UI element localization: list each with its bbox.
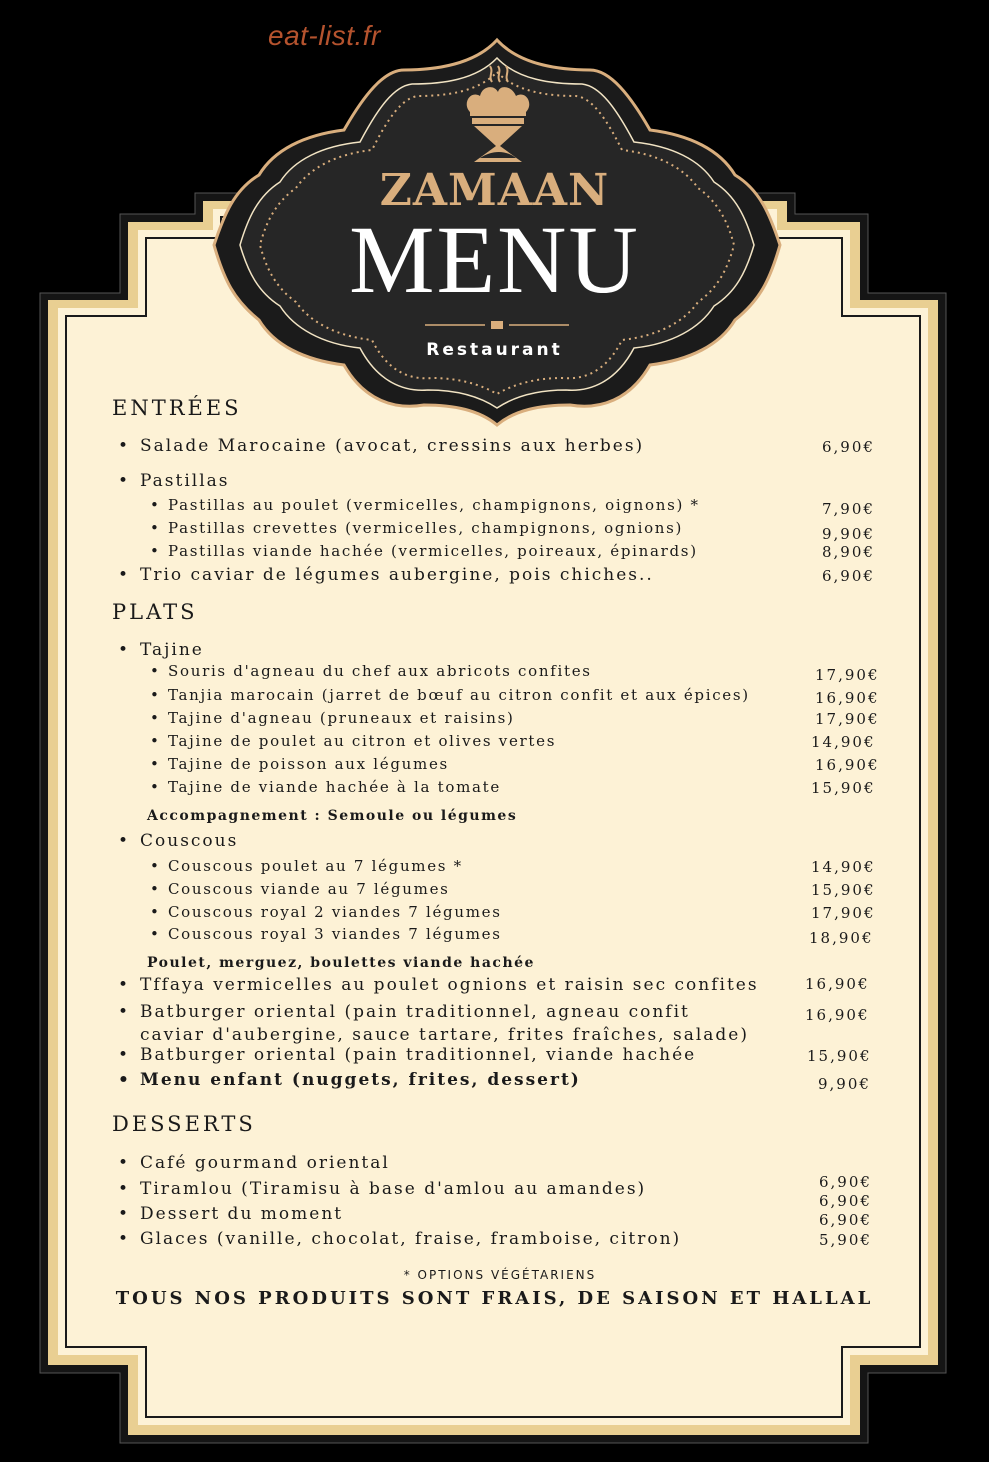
item-price: 15,90€ (811, 881, 876, 899)
list-item: • Salade Marocaine (avocat, cressins aux herbes) (118, 436, 645, 456)
list-item: • Couscous royal 3 viandes 7 légumes (150, 925, 502, 943)
item-price: 14,90€ (811, 733, 876, 751)
list-item: • Tajine (118, 640, 204, 660)
footer-tagline: TOUS NOS PRODUITS SONT FRAIS, DE SAISON ET HALLAL (115, 1288, 874, 1309)
item-price: 18,90€ (809, 929, 874, 947)
list-item: • Menu enfant (nuggets, frites, dessert) (118, 1070, 581, 1090)
item-price: 17,90€ (815, 710, 880, 728)
list-item: • Couscous royal 2 viandes 7 légumes (150, 903, 502, 921)
page-title: MENU (349, 206, 640, 313)
item-price: 6,90€ (819, 1192, 872, 1210)
list-item: • Café gourmand oriental (118, 1153, 390, 1173)
item-price: 16,90€ (815, 689, 880, 707)
list-item: • Tanjia marocain (jarret de bœuf au citron confit et aux épices) (150, 686, 750, 704)
section-heading-plats: PLATS (112, 600, 198, 624)
item-price: 15,90€ (807, 1047, 872, 1065)
item-price: 15,90€ (811, 779, 876, 797)
list-item: • Souris d'agneau du chef aux abricots confites (150, 662, 592, 680)
subtitle: Restaurant (426, 340, 563, 360)
list-item-continuation: caviar d'aubergine, sauce tartare, frites fraîches, salade) (140, 1025, 749, 1045)
item-price: 14,90€ (811, 858, 876, 876)
list-item: • Dessert du moment (118, 1204, 344, 1224)
item-price: 6,90€ (822, 567, 875, 585)
item-price: 9,90€ (818, 1075, 871, 1093)
list-item: • Batburger oriental (pain traditionnel, viande hachée (118, 1045, 697, 1065)
list-item: • Tajine de poisson aux légumes (150, 755, 449, 773)
list-item: • Tffaya vermicelles au poulet ognions et raisin sec confites (118, 975, 759, 995)
watermark: eat-list.fr (268, 20, 381, 51)
item-price: 6,90€ (819, 1211, 872, 1229)
brand-name: ZAMAAN (379, 165, 610, 216)
list-item: • Couscous viande au 7 légumes (150, 880, 450, 898)
item-price: 8,90€ (822, 543, 875, 561)
note-couscous: Poulet, merguez, boulettes viande hachée (147, 955, 535, 971)
list-item: • Glaces (vanille, chocolat, fraise, framboise, citron) (118, 1229, 682, 1249)
section-heading-entrees: ENTRÉES (112, 396, 242, 420)
item-price: 16,90€ (805, 1006, 870, 1024)
list-item: • Tajine de viande hachée à la tomate (150, 778, 501, 796)
list-item: • Tiramlou (Tiramisu à base d'amlou au amandes) (118, 1179, 647, 1199)
list-item: • Couscous poulet au 7 légumes * (150, 857, 463, 875)
list-item: • Tajine d'agneau (pruneaux et raisins) (150, 709, 515, 727)
list-item: • Couscous (118, 831, 239, 851)
note-accompagnement: Accompagnement : Semoule ou légumes (147, 808, 518, 824)
item-price: 6,90€ (819, 1173, 872, 1191)
list-item: • Pastillas viande hachée (vermicelles, poireaux, épinards) (150, 542, 698, 560)
item-price: 17,90€ (815, 666, 880, 684)
section-heading-desserts: DESSERTS (112, 1112, 256, 1136)
item-price: 16,90€ (815, 756, 880, 774)
item-price: 6,90€ (822, 438, 875, 456)
item-price: 17,90€ (811, 904, 876, 922)
list-item: • Pastillas crevettes (vermicelles, champignons, ognions) (150, 519, 684, 537)
vegetarian-note: * OPTIONS VÉGÉTARIENS (403, 1268, 597, 1282)
list-item: • Pastillas (118, 471, 230, 491)
item-price: 16,90€ (805, 975, 870, 993)
item-price: 9,90€ (822, 525, 875, 543)
item-price: 7,90€ (822, 500, 875, 518)
list-item: • Pastillas au poulet (vermicelles, champignons, oignons) * (150, 496, 700, 514)
list-item: • Trio caviar de légumes aubergine, pois chiches.. (118, 565, 654, 585)
list-item: • Tajine de poulet au citron et olives vertes (150, 732, 557, 750)
item-price: 5,90€ (819, 1231, 872, 1249)
list-item: • Batburger oriental (pain traditionnel, agneau confit (118, 1002, 690, 1022)
